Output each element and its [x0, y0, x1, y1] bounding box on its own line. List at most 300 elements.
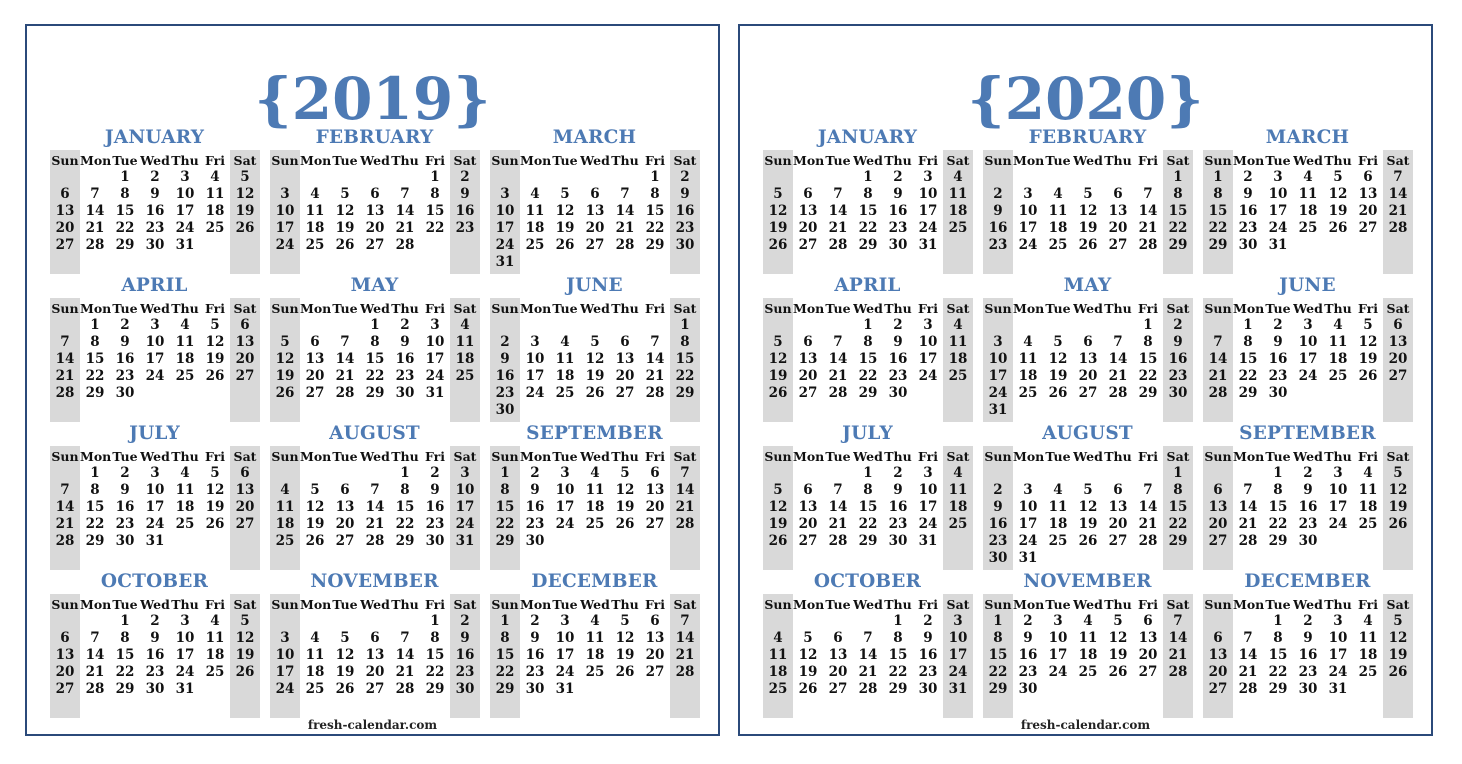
weekday-header: Sat: [453, 597, 477, 612]
weekday-header: Wed: [580, 301, 610, 316]
day-cell: 22: [858, 220, 878, 236]
day-cell: 6: [833, 630, 843, 646]
day-cell: 30: [495, 402, 515, 418]
day-cell: 4: [460, 317, 470, 333]
day-cell: 30: [1298, 533, 1318, 549]
day-cell: 1: [120, 613, 130, 629]
month-february: [982, 126, 1193, 274]
day-cell: 19: [235, 203, 255, 219]
weekday-header: Sat: [946, 449, 970, 464]
day-cell: 6: [310, 334, 320, 350]
day-cell: 25: [555, 385, 575, 401]
day-cell: 13: [365, 647, 385, 663]
day-cell: 5: [280, 334, 290, 350]
day-cell: 22: [115, 664, 135, 680]
empty-day-cell: [1233, 613, 1263, 630]
day-cell: 25: [1078, 664, 1098, 680]
month-grid: [1202, 446, 1413, 570]
empty-day-cell: [983, 465, 1013, 482]
day-cell: 12: [1078, 203, 1098, 219]
day-cell: 4: [1333, 317, 1343, 333]
weekday-header: Mon: [520, 597, 552, 612]
day-cell: 26: [768, 385, 788, 401]
day-cell: 8: [993, 630, 1003, 646]
day-cell: 1: [430, 613, 440, 629]
day-cell: 17: [455, 499, 475, 515]
day-cell: 26: [615, 516, 635, 532]
day-cell: 12: [205, 334, 225, 350]
day-cell: 20: [1108, 220, 1128, 236]
empty-day-cell: [763, 613, 793, 630]
weekday-header: Fri: [425, 301, 445, 316]
day-cell: 15: [858, 203, 878, 219]
day-cell: 21: [1238, 516, 1258, 532]
day-cell: 22: [1238, 368, 1258, 384]
day-cell: 24: [275, 681, 295, 697]
day-cell: 30: [395, 385, 415, 401]
weekday-header: Thu: [171, 597, 199, 612]
day-cell: 9: [150, 186, 160, 202]
day-cell: 16: [888, 499, 908, 515]
day-cell: 10: [918, 334, 938, 350]
day-cell: 2: [400, 317, 410, 333]
day-cell: 19: [768, 220, 788, 236]
weekday-header: Thu: [1104, 449, 1132, 464]
day-cell: 21: [858, 664, 878, 680]
day-cell: 9: [923, 630, 933, 646]
day-cell: 6: [1113, 482, 1123, 498]
day-cell: 2: [923, 613, 933, 629]
day-cell: 4: [590, 465, 600, 481]
day-cell: 21: [395, 220, 415, 236]
empty-day-cell: [793, 613, 823, 630]
weekday-header: Thu: [884, 597, 912, 612]
day-cell: 26: [335, 237, 355, 253]
day-cell: 10: [1298, 334, 1318, 350]
day-cell: 22: [425, 220, 445, 236]
day-cell: 29: [115, 681, 135, 697]
day-cell: 24: [1048, 664, 1068, 680]
day-cell: 17: [1328, 647, 1348, 663]
day-cell: 12: [275, 351, 295, 367]
day-cell: 19: [1388, 499, 1408, 515]
day-cell: 30: [525, 681, 545, 697]
day-cell: 29: [888, 681, 908, 697]
day-cell: 22: [85, 368, 105, 384]
day-cell: 7: [1173, 613, 1183, 629]
day-cell: 13: [798, 351, 818, 367]
day-cell: 5: [620, 613, 630, 629]
weekday-header: Sat: [1166, 153, 1190, 168]
day-cell: 16: [525, 647, 545, 663]
weekday-header: Fri: [645, 449, 665, 464]
empty-day-cell: [330, 169, 360, 186]
day-cell: 11: [768, 647, 788, 663]
day-cell: 25: [1048, 533, 1068, 549]
day-cell: 16: [1268, 351, 1288, 367]
weekday-header: Tue: [825, 301, 851, 316]
day-cell: 14: [1108, 351, 1128, 367]
day-cell: 18: [585, 647, 605, 663]
day-cell: 16: [675, 203, 695, 219]
day-cell: 22: [495, 516, 515, 532]
day-cell: 19: [205, 351, 225, 367]
day-cell: 16: [495, 368, 515, 384]
day-cell: 30: [1298, 681, 1318, 697]
day-cell: 27: [335, 533, 355, 549]
weekday-header: Tue: [332, 597, 358, 612]
day-cell: 31: [988, 402, 1008, 418]
day-cell: 22: [888, 664, 908, 680]
day-cell: 19: [555, 220, 575, 236]
weekday-header: Thu: [884, 301, 912, 316]
day-cell: 25: [1298, 220, 1318, 236]
day-cell: 21: [1168, 647, 1188, 663]
day-cell: 10: [555, 482, 575, 498]
day-cell: 9: [1303, 630, 1313, 646]
day-cell: 19: [235, 647, 255, 663]
day-cell: 1: [430, 169, 440, 185]
weekday-header: Tue: [1265, 597, 1291, 612]
day-cell: 2: [430, 465, 440, 481]
weekday-header: Wed: [140, 301, 170, 316]
day-cell: 12: [615, 482, 635, 498]
day-cell: 30: [1268, 385, 1288, 401]
empty-day-cell: [490, 317, 520, 334]
day-cell: 14: [85, 203, 105, 219]
day-cell: 8: [680, 334, 690, 350]
weekday-header: Thu: [391, 597, 419, 612]
day-cell: 1: [90, 465, 100, 481]
day-cell: 4: [210, 169, 220, 185]
day-cell: 7: [1213, 334, 1223, 350]
weekday-header: Wed: [140, 597, 170, 612]
day-cell: 26: [235, 664, 255, 680]
day-cell: 28: [828, 385, 848, 401]
day-cell: 23: [1298, 664, 1318, 680]
day-cell: 13: [235, 334, 255, 350]
day-cell: 17: [918, 499, 938, 515]
day-cell: 27: [1078, 385, 1098, 401]
day-cell: 8: [430, 186, 440, 202]
month-name: MARCH: [1265, 127, 1350, 148]
empty-day-cell: [610, 317, 640, 334]
day-cell: 25: [948, 516, 968, 532]
day-cell: 7: [60, 482, 70, 498]
day-cell: 16: [115, 351, 135, 367]
empty-day-cell: [300, 613, 330, 630]
day-cell: 4: [1303, 169, 1313, 185]
empty-day-cell: [550, 317, 580, 334]
day-cell: 30: [675, 237, 695, 253]
day-cell: 2: [993, 186, 1003, 202]
day-cell: 3: [530, 334, 540, 350]
weekday-header: Mon: [80, 301, 112, 316]
weekday-header: Mon: [300, 449, 332, 464]
day-cell: 22: [425, 664, 445, 680]
month-august: [982, 422, 1193, 570]
empty-day-cell: [50, 317, 80, 334]
empty-day-cell: [550, 169, 580, 186]
month-march: [489, 126, 700, 274]
day-cell: 24: [525, 385, 545, 401]
weekday-header: Thu: [611, 301, 639, 316]
day-cell: 2: [1303, 465, 1313, 481]
day-cell: 1: [680, 317, 690, 333]
weekday-header: Sat: [453, 449, 477, 464]
day-cell: 27: [235, 368, 255, 384]
day-cell: 8: [893, 630, 903, 646]
day-cell: 19: [768, 368, 788, 384]
weekday-header: Sun: [271, 153, 299, 168]
day-cell: 1: [1213, 169, 1223, 185]
day-cell: 4: [1053, 482, 1063, 498]
day-cell: 7: [1143, 482, 1153, 498]
day-cell: 10: [918, 482, 938, 498]
day-cell: 8: [370, 334, 380, 350]
day-cell: 15: [858, 499, 878, 515]
day-cell: 5: [590, 334, 600, 350]
weekday-header: Fri: [1138, 449, 1158, 464]
weekday-header: Fri: [1358, 153, 1378, 168]
day-cell: 27: [798, 385, 818, 401]
month-september: [1202, 422, 1413, 570]
weekday-header: Tue: [552, 301, 578, 316]
weekday-header: Sun: [984, 153, 1012, 168]
day-cell: 15: [1268, 499, 1288, 515]
month-grid: [489, 594, 700, 718]
day-cell: 16: [115, 499, 135, 515]
day-cell: 26: [768, 533, 788, 549]
day-cell: 28: [1238, 681, 1258, 697]
day-cell: 29: [495, 533, 515, 549]
day-cell: 15: [115, 647, 135, 663]
day-cell: 23: [455, 220, 475, 236]
month-grid: [982, 298, 1193, 422]
weekday-header: Sun: [764, 153, 792, 168]
day-cell: 31: [175, 237, 195, 253]
day-cell: 16: [888, 351, 908, 367]
day-cell: 9: [893, 186, 903, 202]
day-cell: 22: [395, 516, 415, 532]
weekday-header: Thu: [1104, 153, 1132, 168]
day-cell: 19: [335, 664, 355, 680]
day-cell: 30: [455, 681, 475, 697]
weekday-header: Mon: [300, 301, 332, 316]
empty-day-cell: [300, 465, 330, 482]
day-cell: 6: [370, 630, 380, 646]
month-name: FEBRUARY: [1028, 127, 1147, 148]
day-cell: 19: [798, 664, 818, 680]
day-cell: 21: [365, 516, 385, 532]
day-cell: 27: [798, 533, 818, 549]
month-name: NOVEMBER: [310, 571, 439, 592]
day-cell: 14: [1138, 499, 1158, 515]
day-cell: 20: [1208, 516, 1228, 532]
weekday-header: Wed: [1073, 153, 1103, 168]
empty-day-cell: [520, 317, 550, 334]
day-cell: 7: [680, 613, 690, 629]
day-cell: 4: [590, 613, 600, 629]
day-cell: 23: [1018, 664, 1038, 680]
day-cell: 29: [1268, 681, 1288, 697]
day-cell: 9: [893, 334, 903, 350]
calendar-panel-2020: [738, 24, 1433, 736]
weekday-header: Mon: [793, 301, 825, 316]
day-cell: 1: [863, 317, 873, 333]
day-cell: 30: [1168, 385, 1188, 401]
day-cell: 17: [425, 351, 445, 367]
day-cell: 8: [863, 186, 873, 202]
day-cell: 15: [115, 203, 135, 219]
day-cell: 14: [365, 499, 385, 515]
day-cell: 22: [1138, 368, 1158, 384]
month-july: [49, 422, 260, 570]
day-cell: 11: [175, 482, 195, 498]
day-cell: 2: [680, 169, 690, 185]
empty-day-cell: [270, 613, 300, 630]
month-grid: [269, 446, 480, 570]
month-name: MARCH: [552, 127, 637, 148]
day-cell: 28: [55, 385, 75, 401]
weekday-header: Tue: [112, 449, 138, 464]
month-grid: [762, 298, 973, 422]
day-cell: 7: [680, 465, 690, 481]
day-cell: 17: [1268, 203, 1288, 219]
day-cell: 3: [953, 613, 963, 629]
day-cell: 2: [530, 465, 540, 481]
day-cell: 21: [1388, 203, 1408, 219]
day-cell: 27: [1388, 368, 1408, 384]
weekday-header: Fri: [205, 449, 225, 464]
month-grid: [489, 298, 700, 422]
day-cell: 29: [115, 237, 135, 253]
empty-day-cell: [490, 169, 520, 186]
day-cell: 15: [1238, 351, 1258, 367]
weekday-header: Sat: [453, 301, 477, 316]
day-cell: 21: [1208, 368, 1228, 384]
weekday-header: Wed: [1293, 449, 1323, 464]
weekday-header: Mon: [793, 597, 825, 612]
day-cell: 25: [305, 237, 325, 253]
day-cell: 23: [495, 385, 515, 401]
day-cell: 8: [90, 482, 100, 498]
day-cell: 12: [768, 351, 788, 367]
month-september: [489, 422, 700, 570]
day-cell: 11: [175, 334, 195, 350]
day-cell: 19: [1078, 220, 1098, 236]
weekday-header: Fri: [1358, 301, 1378, 316]
day-cell: 5: [773, 482, 783, 498]
day-cell: 20: [615, 368, 635, 384]
weekday-header: Sat: [946, 597, 970, 612]
day-cell: 24: [555, 664, 575, 680]
day-cell: 9: [120, 482, 130, 498]
weekday-header: Mon: [1233, 301, 1265, 316]
day-cell: 13: [1108, 203, 1128, 219]
weekday-header: Sun: [984, 449, 1012, 464]
day-cell: 5: [1083, 186, 1093, 202]
month-grid: [269, 594, 480, 718]
day-cell: 21: [1238, 664, 1258, 680]
weekday-header: Sun: [271, 597, 299, 612]
day-cell: 7: [650, 334, 660, 350]
day-cell: 22: [858, 368, 878, 384]
day-cell: 20: [1108, 516, 1128, 532]
day-cell: 8: [863, 334, 873, 350]
day-cell: 27: [645, 664, 665, 680]
empty-day-cell: [50, 169, 80, 186]
day-cell: 26: [1078, 533, 1098, 549]
day-cell: 13: [235, 482, 255, 498]
day-cell: 17: [1018, 220, 1038, 236]
day-cell: 9: [993, 203, 1003, 219]
day-cell: 19: [615, 647, 635, 663]
weekday-header: Tue: [552, 597, 578, 612]
day-cell: 18: [175, 351, 195, 367]
empty-day-cell: [270, 169, 300, 186]
day-cell: 28: [1208, 385, 1228, 401]
day-cell: 11: [948, 482, 968, 498]
day-cell: 18: [455, 351, 475, 367]
day-cell: 10: [145, 334, 165, 350]
day-cell: 5: [340, 186, 350, 202]
day-cell: 6: [620, 334, 630, 350]
day-cell: 5: [1083, 482, 1093, 498]
day-cell: 26: [555, 237, 575, 253]
day-cell: 16: [1298, 499, 1318, 515]
day-cell: 9: [530, 630, 540, 646]
weekday-header: Fri: [918, 449, 938, 464]
day-cell: 3: [150, 465, 160, 481]
day-cell: 22: [675, 368, 695, 384]
day-cell: 20: [798, 516, 818, 532]
day-cell: 11: [1048, 203, 1068, 219]
day-cell: 21: [675, 499, 695, 515]
day-cell: 19: [1078, 516, 1098, 532]
day-cell: 9: [1173, 334, 1183, 350]
day-cell: 28: [85, 237, 105, 253]
weekday-header: Mon: [300, 597, 332, 612]
day-cell: 3: [1023, 482, 1033, 498]
day-cell: 9: [460, 186, 470, 202]
empty-day-cell: [1043, 465, 1073, 482]
month-january: [762, 126, 973, 274]
day-cell: 26: [275, 385, 295, 401]
day-cell: 14: [1238, 499, 1258, 515]
day-cell: 15: [988, 647, 1008, 663]
day-cell: 15: [495, 499, 515, 515]
empty-day-cell: [80, 613, 110, 630]
day-cell: 24: [495, 237, 515, 253]
day-cell: 12: [768, 499, 788, 515]
month-grid: [49, 298, 260, 422]
weekday-header: Fri: [205, 301, 225, 316]
day-cell: 21: [828, 368, 848, 384]
day-cell: 7: [1143, 186, 1153, 202]
day-cell: 7: [60, 334, 70, 350]
day-cell: 26: [1358, 368, 1378, 384]
day-cell: 27: [1208, 681, 1228, 697]
day-cell: 20: [645, 647, 665, 663]
day-cell: 25: [455, 368, 475, 384]
day-cell: 4: [310, 186, 320, 202]
day-cell: 15: [85, 499, 105, 515]
day-cell: 30: [888, 533, 908, 549]
day-cell: 25: [585, 516, 605, 532]
weekday-header: Fri: [918, 597, 938, 612]
day-cell: 12: [615, 630, 635, 646]
